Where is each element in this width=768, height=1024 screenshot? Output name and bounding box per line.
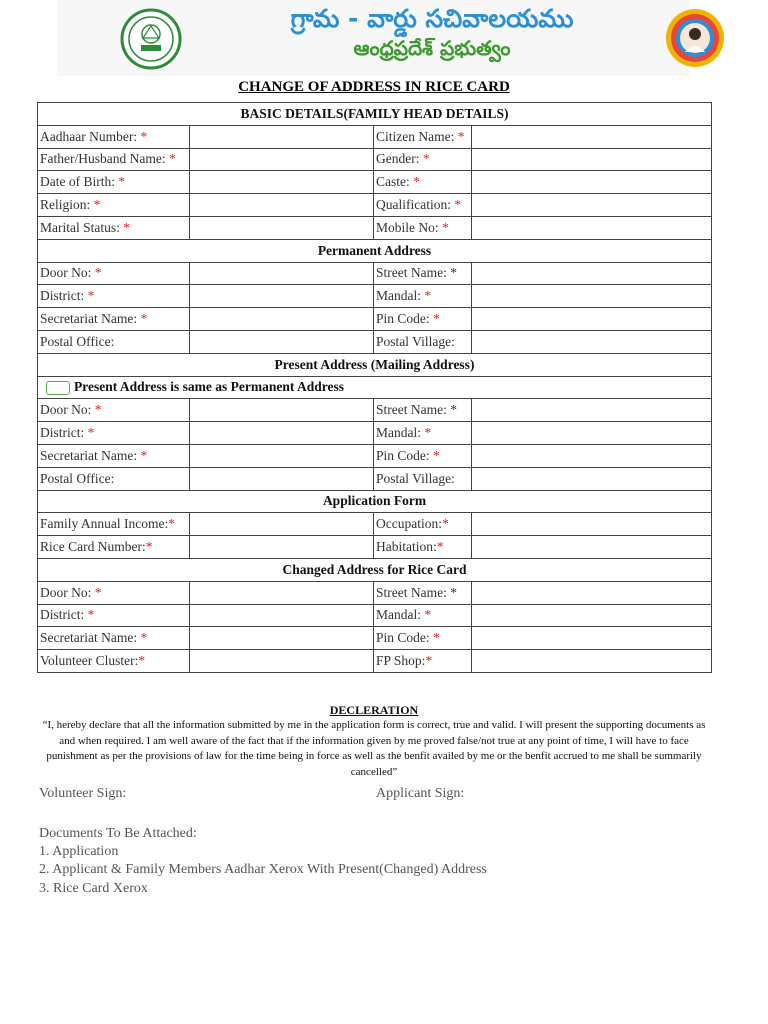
field-label — [38, 216, 190, 239]
field-label — [374, 125, 472, 148]
field-input[interactable] — [190, 604, 374, 627]
field-label-text: Rice Card Number: — [40, 539, 146, 555]
form-row — [38, 125, 712, 148]
required-asterisk: * — [137, 447, 148, 463]
field-input[interactable] — [472, 285, 712, 308]
required-asterisk: * — [441, 516, 449, 532]
field-input[interactable] — [472, 536, 712, 559]
field-label-text: Pin Code: — [376, 447, 430, 463]
header-banner — [57, 0, 689, 76]
field-input[interactable] — [472, 581, 712, 604]
field-label — [374, 171, 472, 194]
form-row — [38, 627, 712, 650]
field-input[interactable] — [472, 171, 712, 194]
field-input[interactable] — [472, 399, 712, 422]
form-row — [38, 513, 712, 536]
form-row — [38, 604, 712, 627]
field-label-text: Mandal: — [376, 288, 421, 304]
required-asterisk: * — [137, 630, 148, 646]
field-input[interactable] — [190, 125, 374, 148]
form-row — [38, 148, 712, 171]
field-label — [374, 581, 472, 604]
field-input[interactable] — [190, 285, 374, 308]
field-label — [374, 536, 472, 559]
field-label — [38, 194, 190, 217]
required-asterisk: * — [91, 584, 102, 600]
form-row — [38, 285, 712, 308]
document-item-3: 3. Rice Card Xerox — [39, 880, 148, 896]
field-label — [374, 627, 472, 650]
field-label — [374, 148, 472, 171]
field-label — [38, 444, 190, 467]
field-input[interactable] — [472, 125, 712, 148]
documents-list — [39, 825, 487, 898]
required-asterisk: * — [91, 265, 102, 281]
field-input[interactable] — [190, 171, 374, 194]
field-label-text: Qualification: — [376, 197, 451, 213]
form-row — [38, 330, 712, 353]
same-address-label: Present Address is same as Permanent Address — [74, 379, 344, 395]
form-row — [38, 422, 712, 445]
field-label — [38, 285, 190, 308]
required-asterisk: * — [425, 653, 433, 669]
field-label — [374, 513, 472, 536]
required-asterisk: * — [436, 539, 444, 555]
form-row — [38, 444, 712, 467]
declaration-text: “I, hereby declare that all the information submitted by me in the application form is correct, true and valid. I will present the supporting documents as and when required. I am well aware of the fact that if the information given by me proved false/not true at any point of time, I will have to face punishment as per the provisions of law for the time being in force as well as the benfit availed by me or the benfit accrued to me shall be summarily cancelled” — [42, 719, 706, 778]
field-label — [374, 216, 472, 239]
required-asterisk: * — [91, 402, 102, 418]
field-label-text: Habitation: — [376, 539, 437, 555]
required-asterisk: * — [429, 311, 440, 327]
field-label — [374, 467, 472, 490]
field-label — [38, 148, 190, 171]
field-label-text: Marital Status: — [40, 219, 120, 235]
form-row — [38, 650, 712, 673]
form-row — [38, 467, 712, 490]
form-row — [38, 536, 712, 559]
field-label — [374, 308, 472, 331]
field-label-text: FP Shop: — [376, 653, 426, 669]
field-input[interactable] — [472, 444, 712, 467]
volunteer-sign-label: Volunteer Sign: — [39, 786, 127, 801]
form-row — [38, 308, 712, 331]
field-input[interactable] — [472, 627, 712, 650]
field-input[interactable] — [472, 422, 712, 445]
field-label-text: Family Annual Income: — [40, 516, 169, 532]
field-label-text: Secretariat Name: — [40, 447, 138, 463]
section-title-changed: Changed Address for Rice Card — [38, 558, 712, 581]
rice-card-form-table — [37, 102, 712, 673]
required-asterisk: * — [421, 607, 432, 623]
field-label-text: Mandal: — [376, 425, 421, 441]
field-input[interactable] — [472, 148, 712, 171]
form-row — [38, 216, 712, 239]
field-input[interactable] — [190, 422, 374, 445]
required-asterisk: * — [138, 653, 146, 669]
field-label-text: Citizen Name: — [376, 128, 455, 144]
field-label-text: Door No: — [40, 402, 92, 418]
field-input[interactable] — [472, 262, 712, 285]
field-label — [38, 513, 190, 536]
field-label — [374, 604, 472, 627]
section-header-row — [38, 103, 712, 126]
required-asterisk: * — [419, 151, 430, 167]
telugu-title-line2: ఆంధ్రప్రదేశ్ ప్రభుత్వం — [353, 36, 511, 60]
required-asterisk: * — [114, 174, 126, 190]
form-row — [38, 194, 712, 217]
field-label-text: Mobile No: — [376, 219, 439, 235]
field-input[interactable] — [472, 467, 712, 490]
field-label-text: Pin Code: — [376, 630, 430, 646]
field-label-text: Street Name: * — [376, 584, 457, 600]
required-asterisk: * — [429, 630, 440, 646]
field-input[interactable] — [190, 330, 374, 353]
field-label-text: Pin Code: — [376, 311, 430, 327]
field-input[interactable] — [472, 308, 712, 331]
field-label-text: Mandal: — [376, 607, 421, 623]
field-input[interactable] — [190, 444, 374, 467]
field-label-text: Religion: — [40, 197, 91, 213]
documents-heading: Documents To Be Attached: — [39, 826, 197, 841]
field-input[interactable] — [190, 650, 374, 673]
field-label — [38, 627, 190, 650]
section-title-present: Present Address (Mailing Address) — [38, 353, 712, 376]
required-asterisk: * — [84, 425, 95, 441]
section-header-row — [38, 490, 712, 513]
section-header-row — [38, 558, 712, 581]
field-label-text: Street Name: * — [376, 265, 457, 281]
required-asterisk: * — [137, 128, 148, 144]
field-label-text: District: — [40, 288, 85, 304]
required-asterisk: * — [421, 288, 432, 304]
document-item-1: 1. Application — [39, 844, 119, 860]
section-header-row — [38, 353, 712, 376]
field-input[interactable] — [472, 194, 712, 217]
field-label — [38, 604, 190, 627]
section-title-basic: BASIC DETAILS(FAMILY HEAD DETAILS) — [38, 103, 712, 126]
field-label — [374, 444, 472, 467]
field-label — [38, 330, 190, 353]
field-label-text: Date of Birth: — [40, 174, 115, 190]
required-asterisk: * — [438, 219, 449, 235]
required-asterisk: * — [90, 197, 101, 213]
field-label-text: Secretariat Name: — [40, 311, 138, 327]
ap-government-emblem-icon — [119, 8, 183, 70]
required-asterisk: * — [429, 447, 440, 463]
field-label — [38, 581, 190, 604]
field-input[interactable] — [190, 216, 374, 239]
required-asterisk: * — [84, 607, 95, 623]
document-item-2: 2. Applicant & Family Members Aadhar Xerox With Present(Changed) Address — [39, 862, 487, 878]
field-label — [374, 650, 472, 673]
field-label — [38, 171, 190, 194]
field-input[interactable] — [190, 513, 374, 536]
field-label — [374, 262, 472, 285]
field-label-text: Aadhaar Number: — [40, 128, 138, 144]
required-asterisk: * — [421, 425, 432, 441]
telugu-title-line1: గ్రామ - వార్డు సచివాలయము — [290, 4, 574, 33]
field-label — [38, 399, 190, 422]
field-input[interactable] — [472, 513, 712, 536]
required-asterisk: * — [119, 219, 130, 235]
field-label-text: Caste: — [376, 174, 410, 190]
same-address-row — [38, 376, 712, 399]
field-input[interactable] — [190, 581, 374, 604]
field-label-text: Door No: — [40, 265, 92, 281]
applicant-sign-label: Applicant Sign: — [376, 786, 465, 801]
field-input[interactable] — [472, 650, 712, 673]
required-asterisk: * — [84, 288, 95, 304]
field-label — [374, 399, 472, 422]
form-title: CHANGE OF ADDRESS IN RICE CARD — [238, 79, 510, 95]
section-title-permanent: Permanent Address — [38, 239, 712, 262]
field-label-text: Postal Office: — [40, 333, 115, 349]
field-label — [38, 308, 190, 331]
field-label-text: Street Name: * — [376, 402, 457, 418]
required-asterisk: * — [145, 539, 153, 555]
field-input[interactable] — [190, 467, 374, 490]
required-asterisk: * — [454, 128, 465, 144]
field-label-text: Postal Village: — [376, 333, 455, 349]
section-title-application: Application Form — [38, 490, 712, 513]
field-input[interactable] — [190, 536, 374, 559]
field-label — [374, 194, 472, 217]
field-label-text: Father/Husband Name: — [40, 151, 166, 167]
field-label — [38, 262, 190, 285]
field-input[interactable] — [190, 627, 374, 650]
required-asterisk: * — [450, 197, 462, 213]
form-row — [38, 262, 712, 285]
required-asterisk: * — [165, 151, 176, 167]
field-label-text: District: — [40, 425, 85, 441]
field-label-text: Postal Village: — [376, 470, 455, 486]
field-label-text: Gender: — [376, 151, 420, 167]
required-asterisk: * — [409, 174, 420, 190]
field-label — [38, 536, 190, 559]
field-label-text: Secretariat Name: — [40, 630, 138, 646]
field-label-text: Door No: — [40, 584, 92, 600]
same-address-checkbox[interactable] — [46, 381, 70, 395]
field-label — [38, 125, 190, 148]
field-input[interactable] — [190, 262, 374, 285]
field-input[interactable] — [472, 216, 712, 239]
field-input[interactable] — [472, 604, 712, 627]
field-input[interactable] — [190, 148, 374, 171]
field-label-text: Occupation: — [376, 516, 442, 532]
required-asterisk: * — [137, 311, 148, 327]
field-label-text: District: — [40, 607, 85, 623]
field-label — [38, 422, 190, 445]
form-row — [38, 171, 712, 194]
declaration-title: DECLERATION — [329, 703, 419, 717]
same-address-cell — [38, 376, 712, 399]
field-label-text: Postal Office: — [40, 470, 115, 486]
field-label — [374, 422, 472, 445]
required-asterisk: * — [168, 516, 175, 532]
form-row — [38, 399, 712, 422]
field-input[interactable] — [472, 330, 712, 353]
field-label-text: Volunteer Cluster: — [40, 653, 139, 669]
leader-portrait-icon — [649, 8, 741, 68]
field-label — [38, 467, 190, 490]
field-input[interactable] — [190, 308, 374, 331]
field-label — [374, 330, 472, 353]
form-row — [38, 581, 712, 604]
field-label — [374, 285, 472, 308]
section-header-row — [38, 239, 712, 262]
field-input[interactable] — [190, 399, 374, 422]
field-input[interactable] — [190, 194, 374, 217]
field-label — [38, 650, 190, 673]
